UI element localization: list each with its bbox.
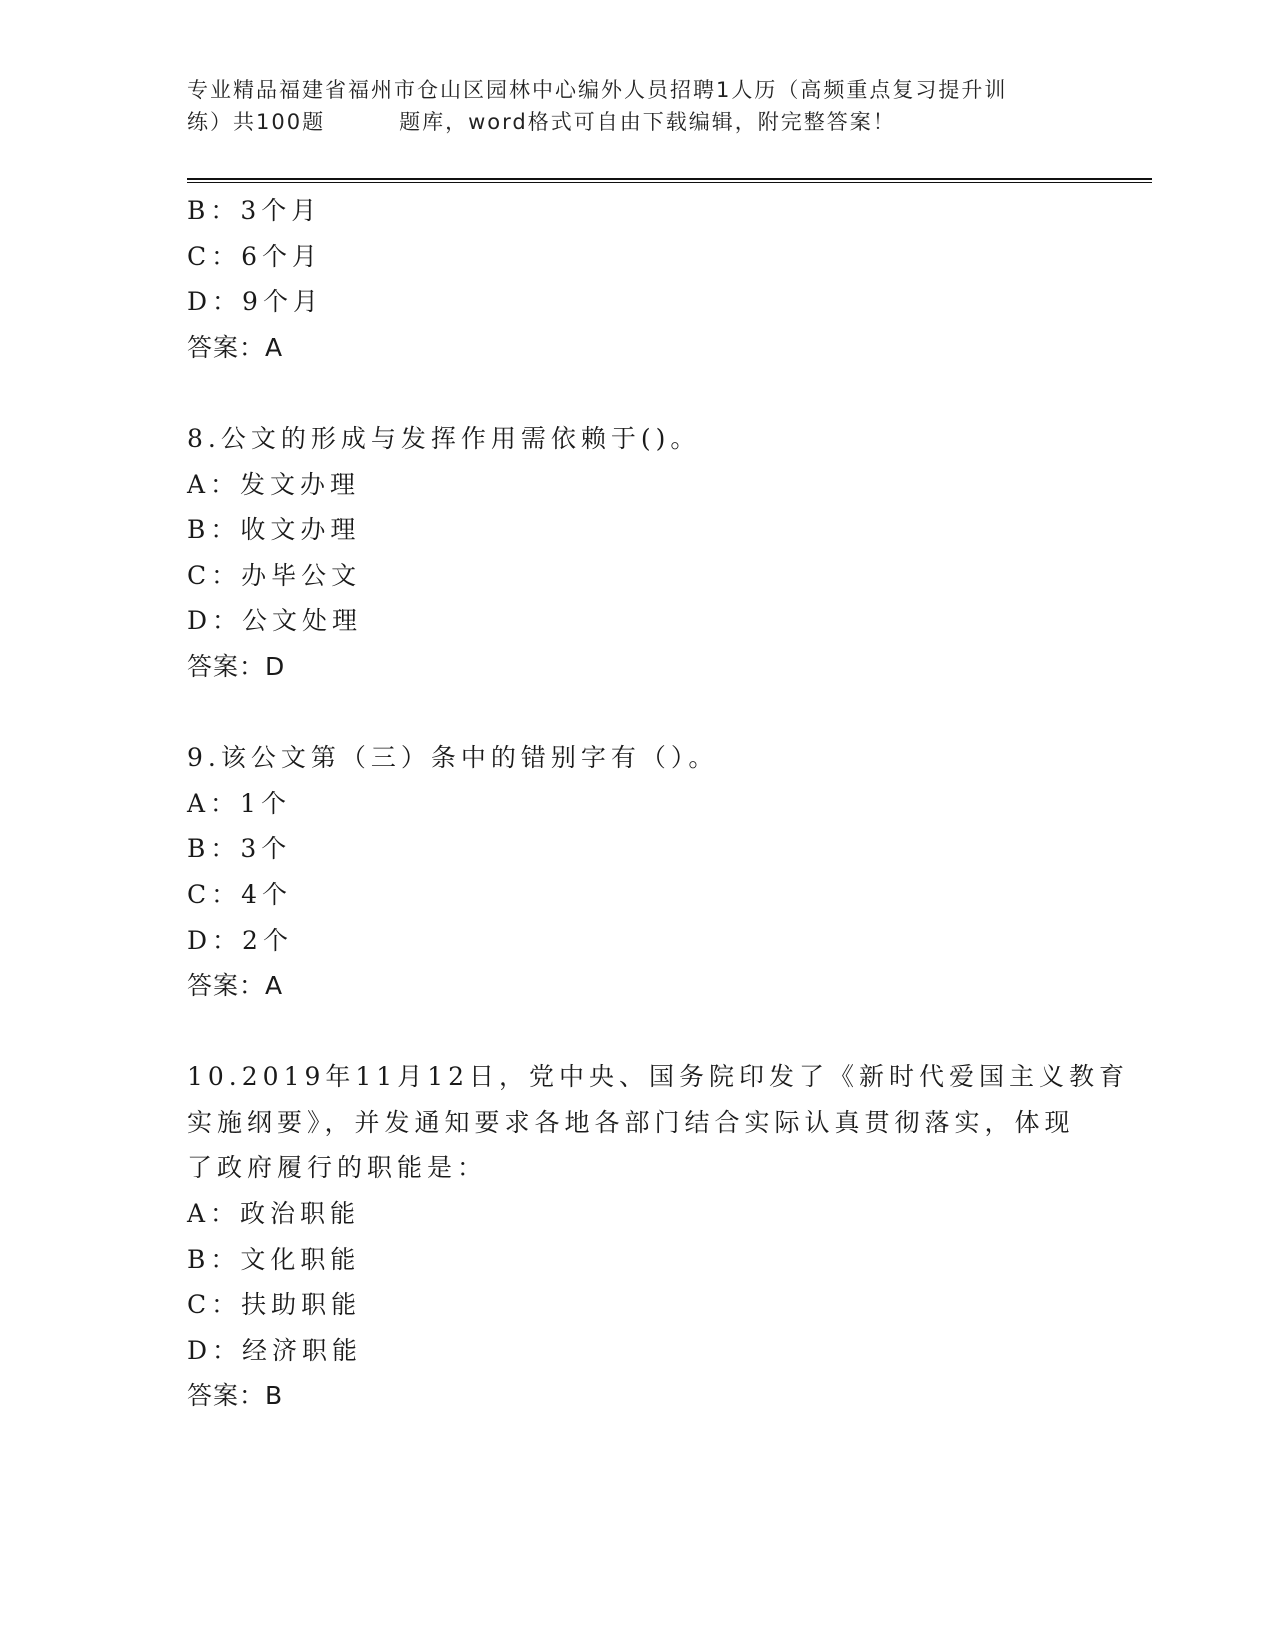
option-b: B：文化职能 — [187, 1244, 361, 1274]
question-stem: 8.公文的形成与发挥作用需依赖于()。 — [187, 423, 701, 453]
page-header — [187, 74, 1087, 138]
option-d: D：经济职能 — [187, 1335, 363, 1365]
option-c: C：6个月 — [187, 241, 323, 271]
option-b: B：收文办理 — [187, 515, 361, 545]
question-block-continued — [187, 188, 1087, 370]
option-d: D：9个月 — [187, 287, 323, 317]
question-block-9 — [187, 735, 1087, 1009]
header-title-line-2 — [187, 106, 1087, 138]
header-title-part-left: 练）共100题 — [187, 110, 326, 134]
option-a: A：政治职能 — [187, 1199, 361, 1229]
option-c: C：办毕公文 — [187, 560, 362, 590]
answer-line: 答案：D — [187, 651, 286, 681]
question-block-8 — [187, 416, 1087, 690]
question-stem-line-1: 10.2019年11月12日，党中央、国务院印发了《新时代爱国主义教育 — [187, 1062, 1130, 1092]
question-stem: 9.该公文第（三）条中的错别字有（）。 — [187, 743, 719, 773]
header-title-line-1: 专业精品福建省福州市仓山区园林中心编外人员招聘1人历（高频重点复习提升训 — [187, 78, 1008, 102]
option-b: B：3个 — [187, 834, 292, 864]
option-c: C：4个 — [187, 879, 293, 909]
option-d: D：公文处理 — [187, 606, 363, 636]
option-d: D：2个 — [187, 925, 293, 955]
question-list — [187, 188, 1130, 1419]
question-stem-line-2: 实施纲要》，并发通知要求各地各部门结合实际认真贯彻落实，体现 — [187, 1107, 1075, 1137]
answer-line: 答案：A — [187, 971, 284, 1001]
answer-line: 答案：A — [187, 332, 284, 362]
header-divider-thin — [187, 182, 1152, 183]
answer-line: 答案：B — [187, 1381, 284, 1411]
question-stem-line-3: 了政府履行的职能是： — [187, 1153, 488, 1183]
option-c: C：扶助职能 — [187, 1290, 362, 1320]
question-block-10 — [187, 1054, 1130, 1419]
option-a: A：发文办理 — [187, 469, 361, 499]
option-a: A：1个 — [187, 788, 291, 818]
header-divider-thick — [187, 178, 1152, 180]
option-b: B：3个月 — [187, 196, 322, 225]
header-title-part-right: 题库，word格式可自由下载编辑，附完整答案！ — [399, 110, 896, 134]
